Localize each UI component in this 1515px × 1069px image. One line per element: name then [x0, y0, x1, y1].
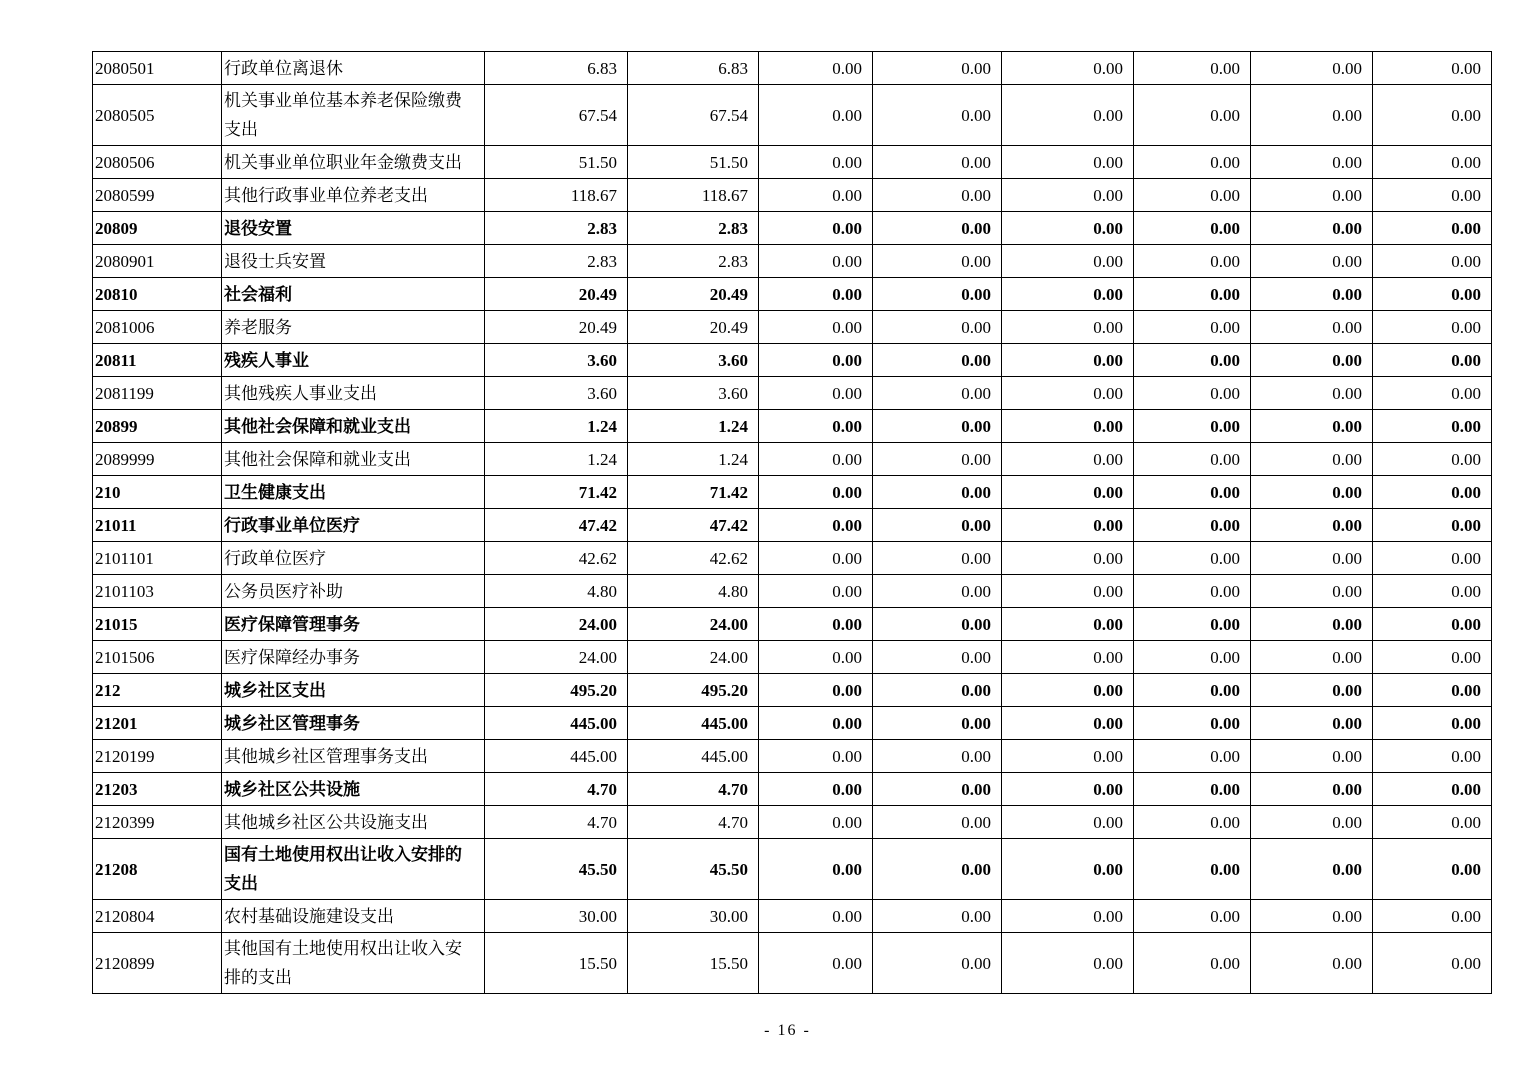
row-value-7: 0.00: [1251, 608, 1373, 641]
row-value-6: 0.00: [1134, 146, 1251, 179]
row-value-1: 2.83: [485, 245, 628, 278]
row-value-6: 0.00: [1134, 509, 1251, 542]
row-value-8: 0.00: [1373, 806, 1492, 839]
row-value-7: 0.00: [1251, 245, 1373, 278]
row-value-3: 0.00: [759, 278, 873, 311]
row-value-5: 0.00: [1002, 707, 1134, 740]
row-value-3: 0.00: [759, 641, 873, 674]
row-code: 21203: [93, 773, 222, 806]
table-row: [93, 278, 1492, 311]
row-value-8: 0.00: [1373, 146, 1492, 179]
row-value-3: 0.00: [759, 344, 873, 377]
row-value-4: 0.00: [873, 806, 1002, 839]
row-value-4: 0.00: [873, 900, 1002, 933]
row-value-8: 0.00: [1373, 674, 1492, 707]
row-code: 2080505: [93, 85, 222, 146]
row-value-2: 445.00: [628, 707, 759, 740]
table-row: [93, 933, 1492, 994]
row-value-8: 0.00: [1373, 933, 1492, 994]
row-value-5: 0.00: [1002, 476, 1134, 509]
row-value-7: 0.00: [1251, 344, 1373, 377]
row-value-5: 0.00: [1002, 278, 1134, 311]
table-row: [93, 773, 1492, 806]
table-row: [93, 85, 1492, 146]
row-name: 其他城乡社区公共设施支出: [222, 806, 485, 839]
row-value-3: 0.00: [759, 933, 873, 994]
row-value-7: 0.00: [1251, 839, 1373, 900]
row-value-7: 0.00: [1251, 212, 1373, 245]
row-value-6: 0.00: [1134, 900, 1251, 933]
row-name: 卫生健康支出: [222, 476, 485, 509]
row-code: 2120199: [93, 740, 222, 773]
row-value-4: 0.00: [873, 311, 1002, 344]
row-name: 公务员医疗补助: [222, 575, 485, 608]
row-name: 医疗保障经办事务: [222, 641, 485, 674]
row-value-8: 0.00: [1373, 52, 1492, 85]
row-code: 21208: [93, 839, 222, 900]
row-value-8: 0.00: [1373, 839, 1492, 900]
row-value-6: 0.00: [1134, 443, 1251, 476]
row-code: 21201: [93, 707, 222, 740]
row-value-2: 118.67: [628, 179, 759, 212]
row-value-4: 0.00: [873, 443, 1002, 476]
row-value-2: 71.42: [628, 476, 759, 509]
row-value-3: 0.00: [759, 900, 873, 933]
row-value-4: 0.00: [873, 707, 1002, 740]
row-value-7: 0.00: [1251, 85, 1373, 146]
row-value-3: 0.00: [759, 443, 873, 476]
row-value-3: 0.00: [759, 245, 873, 278]
table-row: [93, 377, 1492, 410]
row-value-2: 47.42: [628, 509, 759, 542]
row-name: 城乡社区管理事务: [222, 707, 485, 740]
row-value-5: 0.00: [1002, 740, 1134, 773]
row-value-4: 0.00: [873, 85, 1002, 146]
row-value-6: 0.00: [1134, 410, 1251, 443]
row-value-7: 0.00: [1251, 674, 1373, 707]
row-value-4: 0.00: [873, 674, 1002, 707]
row-code: 212: [93, 674, 222, 707]
row-value-4: 0.00: [873, 839, 1002, 900]
row-code: 20899: [93, 410, 222, 443]
row-value-1: 30.00: [485, 900, 628, 933]
row-value-7: 0.00: [1251, 740, 1373, 773]
row-value-5: 0.00: [1002, 377, 1134, 410]
table-row: [93, 52, 1492, 85]
row-value-7: 0.00: [1251, 773, 1373, 806]
row-value-8: 0.00: [1373, 179, 1492, 212]
row-value-4: 0.00: [873, 575, 1002, 608]
row-value-7: 0.00: [1251, 542, 1373, 575]
row-value-6: 0.00: [1134, 674, 1251, 707]
row-value-1: 1.24: [485, 410, 628, 443]
row-value-2: 6.83: [628, 52, 759, 85]
row-value-7: 0.00: [1251, 806, 1373, 839]
row-value-8: 0.00: [1373, 311, 1492, 344]
row-value-6: 0.00: [1134, 707, 1251, 740]
row-value-7: 0.00: [1251, 52, 1373, 85]
row-value-5: 0.00: [1002, 179, 1134, 212]
row-value-3: 0.00: [759, 740, 873, 773]
row-code: 2120804: [93, 900, 222, 933]
row-value-1: 3.60: [485, 344, 628, 377]
row-code: 2080599: [93, 179, 222, 212]
row-value-1: 51.50: [485, 146, 628, 179]
row-value-5: 0.00: [1002, 900, 1134, 933]
row-name: 社会福利: [222, 278, 485, 311]
row-name: 其他国有土地使用权出让收入安排的支出: [222, 933, 485, 994]
row-name: 养老服务: [222, 311, 485, 344]
row-value-4: 0.00: [873, 245, 1002, 278]
table-row: [93, 806, 1492, 839]
row-code: 2080901: [93, 245, 222, 278]
row-code: 21015: [93, 608, 222, 641]
row-value-8: 0.00: [1373, 900, 1492, 933]
row-value-5: 0.00: [1002, 509, 1134, 542]
table-row: [93, 311, 1492, 344]
row-value-8: 0.00: [1373, 245, 1492, 278]
row-code: 21011: [93, 509, 222, 542]
row-value-1: 6.83: [485, 52, 628, 85]
table-row: [93, 674, 1492, 707]
row-name: 农村基础设施建设支出: [222, 900, 485, 933]
row-value-3: 0.00: [759, 377, 873, 410]
row-value-8: 0.00: [1373, 608, 1492, 641]
row-value-6: 0.00: [1134, 641, 1251, 674]
row-value-7: 0.00: [1251, 575, 1373, 608]
row-value-8: 0.00: [1373, 377, 1492, 410]
table-row: [93, 839, 1492, 900]
row-value-4: 0.00: [873, 476, 1002, 509]
row-value-5: 0.00: [1002, 344, 1134, 377]
row-name: 其他残疾人事业支出: [222, 377, 485, 410]
row-value-2: 45.50: [628, 839, 759, 900]
table-row: [93, 608, 1492, 641]
row-value-3: 0.00: [759, 575, 873, 608]
table-row: [93, 410, 1492, 443]
row-code: 2101506: [93, 641, 222, 674]
row-value-3: 0.00: [759, 509, 873, 542]
row-value-1: 495.20: [485, 674, 628, 707]
row-name: 其他行政事业单位养老支出: [222, 179, 485, 212]
row-value-8: 0.00: [1373, 410, 1492, 443]
row-value-1: 4.70: [485, 773, 628, 806]
row-name: 国有土地使用权出让收入安排的支出: [222, 839, 485, 900]
row-value-2: 20.49: [628, 278, 759, 311]
row-name: 城乡社区公共设施: [222, 773, 485, 806]
row-value-5: 0.00: [1002, 52, 1134, 85]
row-value-4: 0.00: [873, 377, 1002, 410]
row-value-3: 0.00: [759, 179, 873, 212]
row-value-2: 24.00: [628, 608, 759, 641]
row-value-3: 0.00: [759, 311, 873, 344]
row-value-4: 0.00: [873, 146, 1002, 179]
table-row: [93, 542, 1492, 575]
row-value-6: 0.00: [1134, 839, 1251, 900]
row-value-1: 24.00: [485, 641, 628, 674]
row-value-2: 4.70: [628, 773, 759, 806]
row-value-7: 0.00: [1251, 179, 1373, 212]
row-value-6: 0.00: [1134, 344, 1251, 377]
row-value-4: 0.00: [873, 344, 1002, 377]
row-value-3: 0.00: [759, 85, 873, 146]
row-value-6: 0.00: [1134, 740, 1251, 773]
table-row: [93, 245, 1492, 278]
row-code: 2080506: [93, 146, 222, 179]
row-value-1: 20.49: [485, 311, 628, 344]
row-value-5: 0.00: [1002, 212, 1134, 245]
table-row: [93, 740, 1492, 773]
row-value-6: 0.00: [1134, 52, 1251, 85]
row-value-2: 67.54: [628, 85, 759, 146]
row-code: 2101101: [93, 542, 222, 575]
row-code: 20810: [93, 278, 222, 311]
row-value-8: 0.00: [1373, 443, 1492, 476]
row-name: 行政单位医疗: [222, 542, 485, 575]
row-value-3: 0.00: [759, 707, 873, 740]
table-body: [93, 52, 1492, 994]
row-value-5: 0.00: [1002, 773, 1134, 806]
row-value-5: 0.00: [1002, 608, 1134, 641]
row-value-6: 0.00: [1134, 179, 1251, 212]
row-value-6: 0.00: [1134, 85, 1251, 146]
row-value-6: 0.00: [1134, 608, 1251, 641]
row-value-6: 0.00: [1134, 278, 1251, 311]
table-row: [93, 707, 1492, 740]
row-name: 其他社会保障和就业支出: [222, 443, 485, 476]
row-value-2: 1.24: [628, 443, 759, 476]
row-name: 其他城乡社区管理事务支出: [222, 740, 485, 773]
row-value-4: 0.00: [873, 278, 1002, 311]
row-value-4: 0.00: [873, 740, 1002, 773]
row-value-2: 30.00: [628, 900, 759, 933]
table-row: [93, 575, 1492, 608]
row-value-8: 0.00: [1373, 542, 1492, 575]
row-value-8: 0.00: [1373, 641, 1492, 674]
row-code: 2101103: [93, 575, 222, 608]
row-value-1: 45.50: [485, 839, 628, 900]
row-value-5: 0.00: [1002, 311, 1134, 344]
row-value-1: 67.54: [485, 85, 628, 146]
row-value-4: 0.00: [873, 608, 1002, 641]
row-value-8: 0.00: [1373, 575, 1492, 608]
row-value-2: 42.62: [628, 542, 759, 575]
row-value-2: 51.50: [628, 146, 759, 179]
row-value-5: 0.00: [1002, 245, 1134, 278]
row-value-1: 1.24: [485, 443, 628, 476]
row-value-4: 0.00: [873, 509, 1002, 542]
row-value-4: 0.00: [873, 933, 1002, 994]
row-value-1: 4.70: [485, 806, 628, 839]
row-value-1: 2.83: [485, 212, 628, 245]
table-row: [93, 509, 1492, 542]
row-value-1: 42.62: [485, 542, 628, 575]
row-value-5: 0.00: [1002, 674, 1134, 707]
table-row: [93, 344, 1492, 377]
row-value-7: 0.00: [1251, 443, 1373, 476]
row-value-6: 0.00: [1134, 575, 1251, 608]
row-value-2: 2.83: [628, 212, 759, 245]
row-value-7: 0.00: [1251, 707, 1373, 740]
row-code: 20811: [93, 344, 222, 377]
row-value-7: 0.00: [1251, 410, 1373, 443]
row-code: 2120899: [93, 933, 222, 994]
row-value-6: 0.00: [1134, 245, 1251, 278]
row-value-4: 0.00: [873, 212, 1002, 245]
row-value-3: 0.00: [759, 212, 873, 245]
row-value-4: 0.00: [873, 773, 1002, 806]
row-value-2: 4.70: [628, 806, 759, 839]
page-number: - 16 -: [764, 1022, 811, 1039]
row-value-2: 15.50: [628, 933, 759, 994]
row-name: 行政事业单位医疗: [222, 509, 485, 542]
row-name: 退役安置: [222, 212, 485, 245]
row-value-7: 0.00: [1251, 933, 1373, 994]
row-value-1: 3.60: [485, 377, 628, 410]
row-value-5: 0.00: [1002, 410, 1134, 443]
table-row: [93, 641, 1492, 674]
row-code: 2089999: [93, 443, 222, 476]
row-name: 其他社会保障和就业支出: [222, 410, 485, 443]
row-value-3: 0.00: [759, 608, 873, 641]
row-value-3: 0.00: [759, 146, 873, 179]
row-name: 残疾人事业: [222, 344, 485, 377]
row-code: 210: [93, 476, 222, 509]
table-row: [93, 146, 1492, 179]
row-value-8: 0.00: [1373, 85, 1492, 146]
row-value-6: 0.00: [1134, 212, 1251, 245]
row-code: 2120399: [93, 806, 222, 839]
row-value-4: 0.00: [873, 410, 1002, 443]
row-value-6: 0.00: [1134, 806, 1251, 839]
row-code: 2080501: [93, 52, 222, 85]
row-value-7: 0.00: [1251, 311, 1373, 344]
row-name: 机关事业单位职业年金缴费支出: [222, 146, 485, 179]
row-value-6: 0.00: [1134, 476, 1251, 509]
row-name: 医疗保障管理事务: [222, 608, 485, 641]
row-value-8: 0.00: [1373, 509, 1492, 542]
row-value-3: 0.00: [759, 773, 873, 806]
row-name: 行政单位离退休: [222, 52, 485, 85]
table-row: [93, 179, 1492, 212]
row-value-2: 445.00: [628, 740, 759, 773]
row-value-7: 0.00: [1251, 278, 1373, 311]
row-value-1: 4.80: [485, 575, 628, 608]
table-row: [93, 900, 1492, 933]
table-row: [93, 476, 1492, 509]
row-value-4: 0.00: [873, 179, 1002, 212]
row-value-1: 71.42: [485, 476, 628, 509]
row-value-2: 495.20: [628, 674, 759, 707]
row-value-3: 0.00: [759, 476, 873, 509]
row-value-1: 445.00: [485, 740, 628, 773]
row-value-8: 0.00: [1373, 707, 1492, 740]
row-value-5: 0.00: [1002, 85, 1134, 146]
row-value-1: 445.00: [485, 707, 628, 740]
row-value-2: 3.60: [628, 377, 759, 410]
row-value-5: 0.00: [1002, 933, 1134, 994]
row-code: 2081199: [93, 377, 222, 410]
row-value-6: 0.00: [1134, 311, 1251, 344]
row-value-3: 0.00: [759, 839, 873, 900]
table-row: [93, 212, 1492, 245]
row-value-8: 0.00: [1373, 773, 1492, 806]
row-value-8: 0.00: [1373, 476, 1492, 509]
row-value-4: 0.00: [873, 641, 1002, 674]
row-value-7: 0.00: [1251, 900, 1373, 933]
row-value-5: 0.00: [1002, 839, 1134, 900]
table-row: [93, 443, 1492, 476]
row-value-8: 0.00: [1373, 740, 1492, 773]
row-value-4: 0.00: [873, 542, 1002, 575]
row-value-1: 118.67: [485, 179, 628, 212]
row-value-2: 3.60: [628, 344, 759, 377]
row-value-3: 0.00: [759, 542, 873, 575]
row-value-6: 0.00: [1134, 377, 1251, 410]
row-value-5: 0.00: [1002, 146, 1134, 179]
row-value-8: 0.00: [1373, 278, 1492, 311]
row-value-5: 0.00: [1002, 575, 1134, 608]
row-value-3: 0.00: [759, 52, 873, 85]
row-value-3: 0.00: [759, 806, 873, 839]
row-value-7: 0.00: [1251, 476, 1373, 509]
row-value-8: 0.00: [1373, 344, 1492, 377]
row-name: 城乡社区支出: [222, 674, 485, 707]
row-code: 2081006: [93, 311, 222, 344]
row-value-5: 0.00: [1002, 641, 1134, 674]
row-value-5: 0.00: [1002, 443, 1134, 476]
row-value-7: 0.00: [1251, 377, 1373, 410]
row-value-2: 2.83: [628, 245, 759, 278]
row-value-1: 15.50: [485, 933, 628, 994]
row-value-8: 0.00: [1373, 212, 1492, 245]
row-name: 机关事业单位基本养老保险缴费支出: [222, 85, 485, 146]
row-value-2: 4.80: [628, 575, 759, 608]
row-value-1: 47.42: [485, 509, 628, 542]
row-value-4: 0.00: [873, 52, 1002, 85]
row-value-5: 0.00: [1002, 542, 1134, 575]
row-value-7: 0.00: [1251, 146, 1373, 179]
row-value-7: 0.00: [1251, 641, 1373, 674]
row-value-1: 24.00: [485, 608, 628, 641]
row-name: 退役士兵安置: [222, 245, 485, 278]
row-value-2: 20.49: [628, 311, 759, 344]
row-value-3: 0.00: [759, 410, 873, 443]
row-value-1: 20.49: [485, 278, 628, 311]
row-value-5: 0.00: [1002, 806, 1134, 839]
row-value-2: 24.00: [628, 641, 759, 674]
row-value-6: 0.00: [1134, 933, 1251, 994]
row-value-6: 0.00: [1134, 542, 1251, 575]
row-value-7: 0.00: [1251, 509, 1373, 542]
row-code: 20809: [93, 212, 222, 245]
row-value-3: 0.00: [759, 674, 873, 707]
row-value-2: 1.24: [628, 410, 759, 443]
budget-table: [92, 51, 1492, 994]
row-value-6: 0.00: [1134, 773, 1251, 806]
